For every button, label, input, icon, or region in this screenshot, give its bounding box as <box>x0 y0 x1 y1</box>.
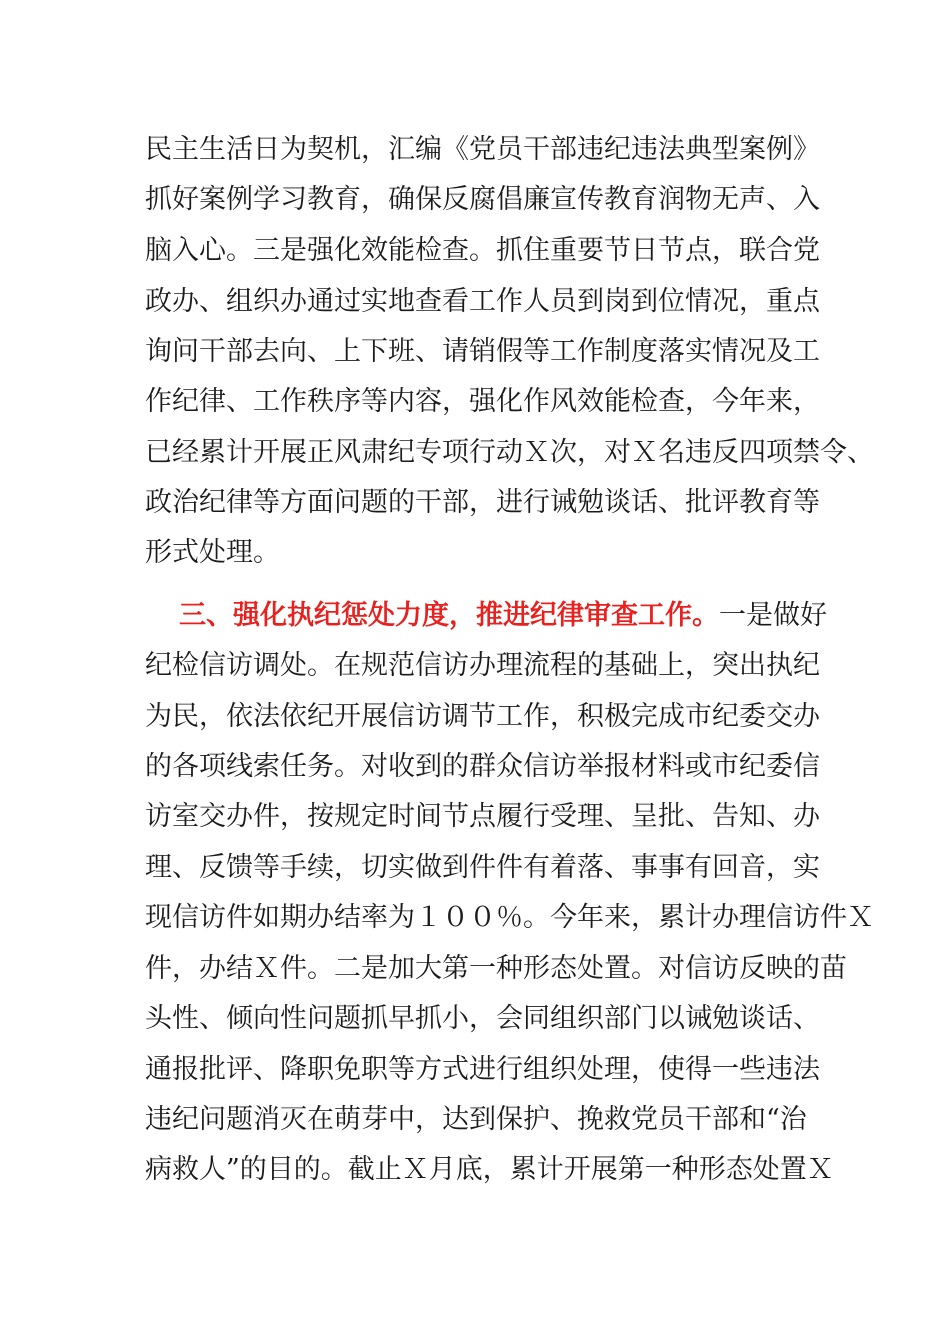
section-heading: 三、强化执纪惩处力度，推进纪律审查工作。 <box>179 600 719 631</box>
text-line: 为民，依法依纪开展信访调节工作，积极完成市纪委交办 <box>145 701 820 732</box>
text-line: 政办、组织办通过实地查看工作人员到岗到位情况，重点 <box>145 286 820 317</box>
text-line: 现信访件如期办结率为１００％。今年来，累计办理信访件Ｘ <box>145 902 874 933</box>
text-line: 访室交办件，按规定时间节点履行受理、呈批、告知、办 <box>145 801 820 832</box>
text-line: 纪检信访调处。在规范信访办理流程的基础上，突出执纪 <box>145 650 820 681</box>
text-line: 已经累计开展正风肃纪专项行动Ｘ次，对Ｘ名违反四项禁令、 <box>145 437 874 468</box>
text-line: 政治纪律等方面问题的干部，进行诫勉谈话、批评教育等 <box>145 487 820 518</box>
text-line: 抓好案例学习教育，确保反腐倡廉宣传教育润物无声、入 <box>145 184 820 215</box>
text-line: 件，办结Ｘ件。二是加大第一种形态处置。对信访反映的苗 <box>145 953 847 984</box>
text-line: 询问干部去向、上下班、请销假等工作制度落实情况及工 <box>145 336 820 367</box>
heading-line-rest: 一是做好 <box>719 600 827 631</box>
text-line: 民主生活日为契机，汇编《党员干部违纪违法典型案例》 <box>145 134 820 165</box>
text-line: 通报批评、降职免职等方式进行组织处理，使得一些违法 <box>145 1054 820 1085</box>
text-line: 理、反馈等手续，切实做到件件有着落、事事有回音，实 <box>145 852 820 883</box>
text-line: 的各项线索任务。对收到的群众信访举报材料或市纪委信 <box>145 751 820 782</box>
text-line: 违纪问题消灭在萌芽中，达到保护、挽救党员干部和“治 <box>145 1104 807 1135</box>
text-line: 脑入心。三是强化效能检查。抓住重要节日节点，联合党 <box>145 235 820 266</box>
section-heading-line <box>179 596 827 636</box>
text-line: 头性、倾向性问题抓早抓小，会同组织部门以诫勉谈话、 <box>145 1003 820 1034</box>
text-line: 病救人”的目的。截止Ｘ月底，累计开展第一种形态处置Ｘ <box>145 1154 834 1185</box>
text-line: 作纪律、工作秩序等内容，强化作风效能检查，今年来， <box>145 386 820 417</box>
text-line: 形式处理。 <box>145 537 280 568</box>
